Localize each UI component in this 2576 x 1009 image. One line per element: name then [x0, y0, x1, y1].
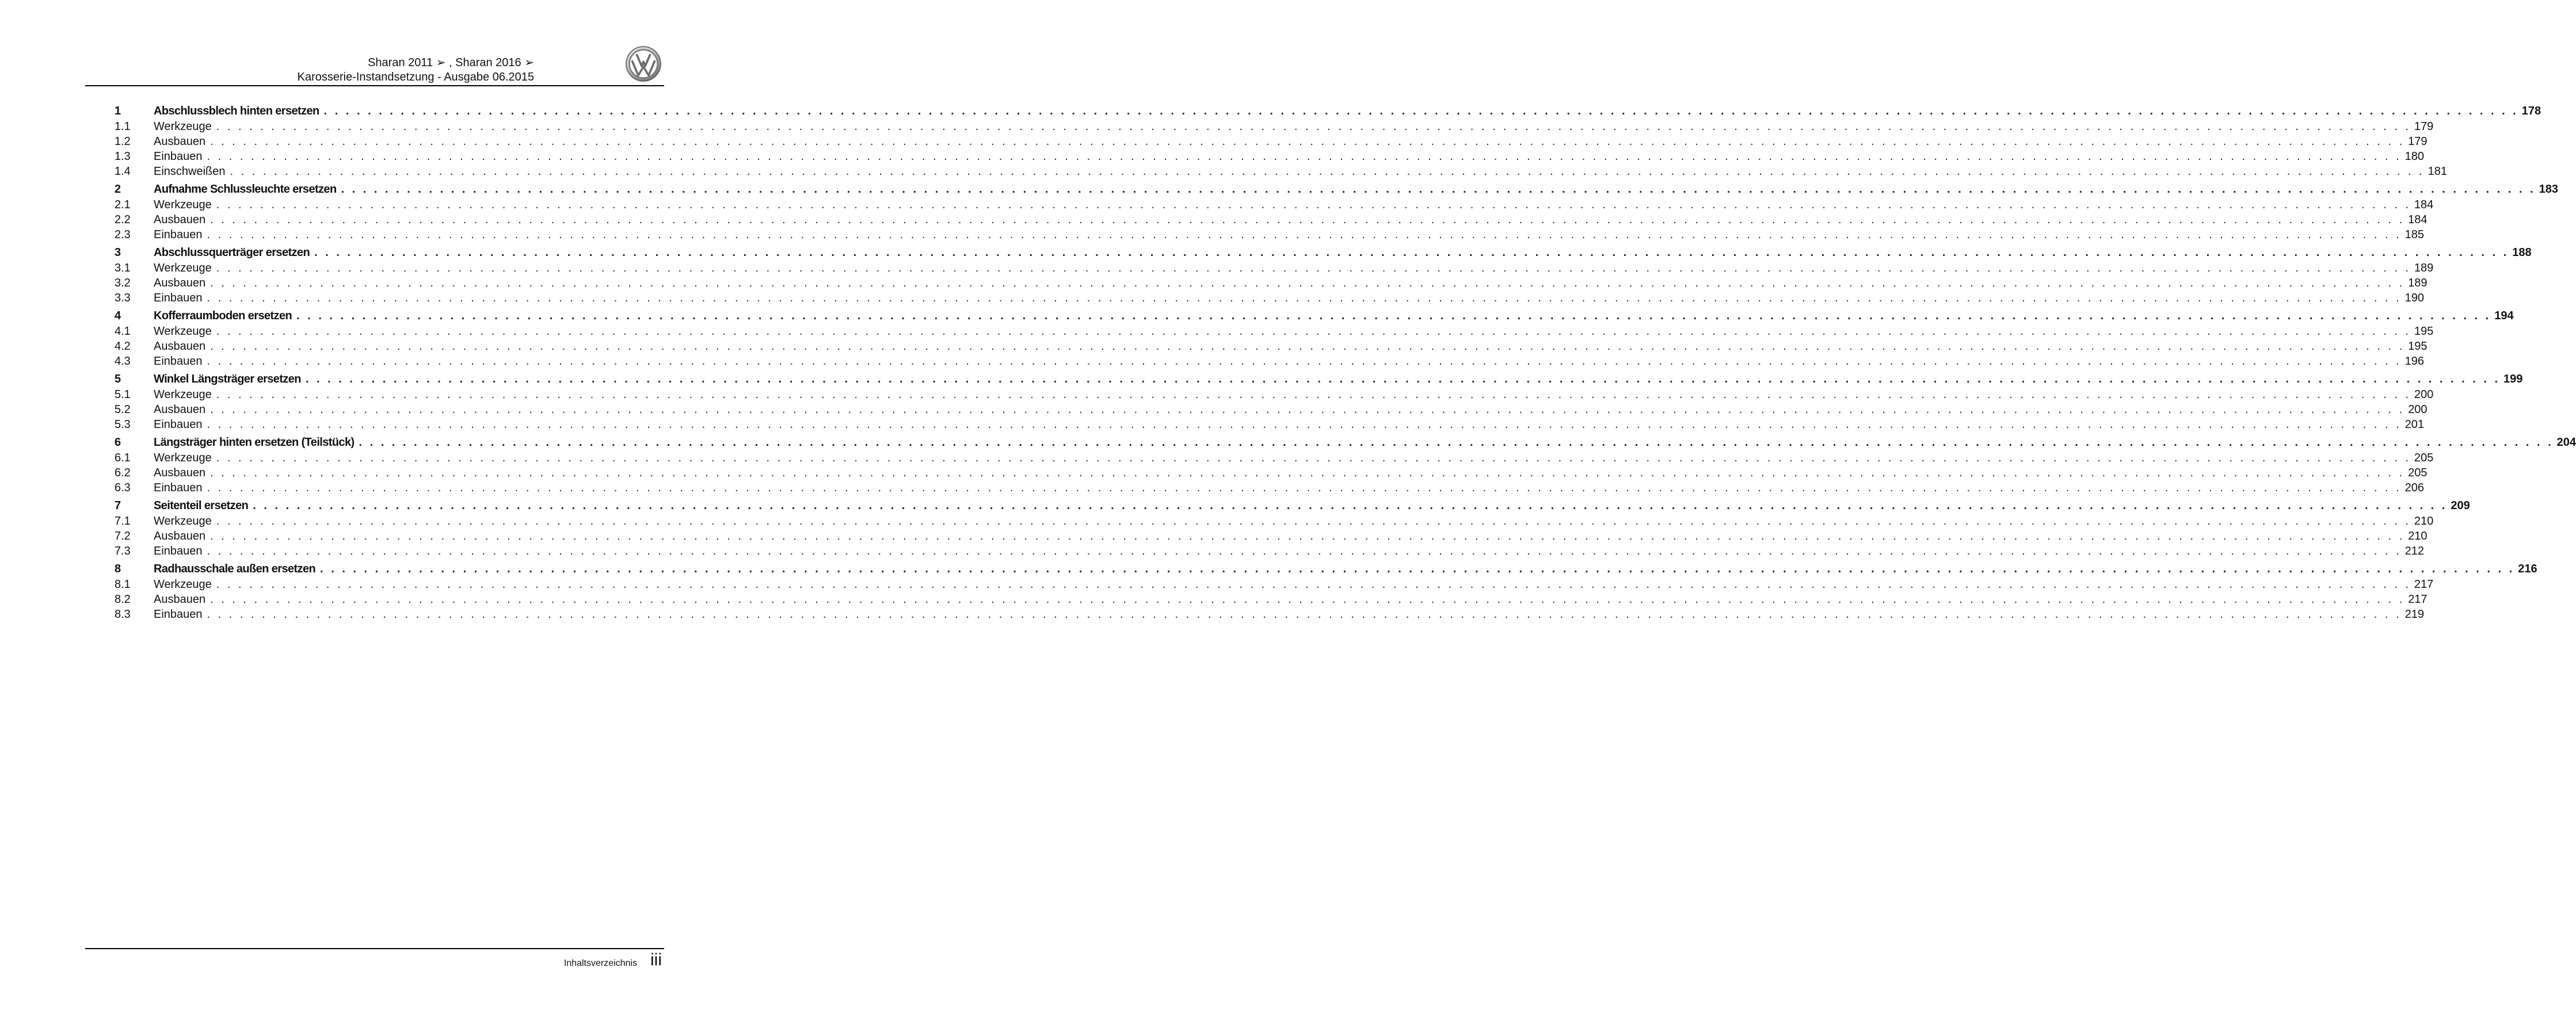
toc-entry-title: Werkzeuge	[154, 262, 212, 274]
toc-dot-leader: . . . . . . . . . . . . . . . . . . . . . . . . . . . . . . . . . . . . . . . . . . . . . . . . . . . . . . . . . . . . . . . . . . . . . . . . . . . . . . . . . . . . . . . . . . . . . . . . . . . . . . . . . . . . . . . . . . . . . . . . . . . . . . . . . . . . . . . . . . . . . . . . . . . . . . . . . . . . . . . . . . . . . . . . . . . . . . . . . . . . . . . . . . . . . . . . . . . . . . . .	[359, 436, 2554, 449]
toc-dot-leader: . . . . . . . . . . . . . . . . . . . . . . . . . . . . . . . . . . . . . . . . . . . . . . . . . . . . . . . . . . . . . . . . . . . . . . . . . . . . . . . . . . . . . . . . . . . . . . . . . . . . . . . . . . . . . . . . . . . . . . . . . . . . . . . . . . . . . . . . . . . . . . . . . . . . . . . . . . . . . . . . . . . . . . . . . . . . . . . . . . . . . . . . . . . . . . . . . . . . . . . .	[210, 403, 2405, 416]
toc-entry-title: Ausbauen	[154, 467, 206, 479]
toc-dot-leader: . . . . . . . . . . . . . . . . . . . . . . . . . . . . . . . . . . . . . . . . . . . . . . . . . . . . . . . . . . . . . . . . . . . . . . . . . . . . . . . . . . . . . . . . . . . . . . . . . . . . . . . . . . . . . . . . . . . . . . . . . . . . . . . . . . . . . . . . . . . . . . . . . . . . . . . . . . . . . . . . . . . . . . . . . . . . . . . . . . . . . . . . . . . . . . . . . . . . . . . .	[296, 309, 2491, 322]
document-header	[298, 56, 534, 85]
toc-entry-number: 4.3	[115, 355, 131, 368]
toc-section-entry[interactable]	[115, 465, 2428, 480]
toc-chapter-entry[interactable]	[115, 372, 2523, 387]
toc-entry-page: 194	[2494, 309, 2514, 322]
toc-section-entry[interactable]	[115, 607, 2425, 622]
toc-entry-number: 2	[115, 183, 121, 196]
toc-entry-title: Werkzeuge	[154, 198, 212, 211]
toc-entry-number: 4	[115, 309, 121, 322]
toc-dot-leader: . . . . . . . . . . . . . . . . . . . . . . . . . . . . . . . . . . . . . . . . . . . . . . . . . . . . . . . . . . . . . . . . . . . . . . . . . . . . . . . . . . . . . . . . . . . . . . . . . . . . . . . . . . . . . . . . . . . . . . . . . . . . . . . . . . . . . . . . . . . . . . . . . . . . . . . . . . . . . . . . . . . . . . . . . . . . . . . . . . . . . . . . . . . . . . . . . . . . . . . .	[341, 183, 2536, 196]
toc-entry-title: Kofferraumboden ersetzen	[154, 309, 292, 322]
toc-entry-number: 3.3	[115, 292, 131, 304]
toc-dot-leader: . . . . . . . . . . . . . . . . . . . . . . . . . . . . . . . . . . . . . . . . . . . . . . . . . . . . . . . . . . . . . . . . . . . . . . . . . . . . . . . . . . . . . . . . . . . . . . . . . . . . . . . . . . . . . . . . . . . . . . . . . . . . . . . . . . . . . . . . . . . . . . . . . . . . . . . . . . . . . . . . . . . . . . . . . . . . . . . . . . . . . . . . . . . . . . . . . . . . . . . .	[323, 105, 2518, 117]
toc-entry-number: 7	[115, 499, 121, 512]
toc-entry-number: 2.3	[115, 228, 131, 241]
toc-entry-page: 180	[2404, 150, 2425, 163]
toc-entry-page: 205	[2414, 452, 2434, 464]
toc-entry-title: Einbauen	[154, 355, 203, 368]
toc-entry-title: Einbauen	[154, 150, 203, 163]
toc-section-entry[interactable]	[115, 197, 2434, 212]
toc-chapter-entry[interactable]	[115, 182, 2559, 197]
toc-dot-leader: . . . . . . . . . . . . . . . . . . . . . . . . . . . . . . . . . . . . . . . . . . . . . . . . . . . . . . . . . . . . . . . . . . . . . . . . . . . . . . . . . . . . . . . . . . . . . . . . . . . . . . . . . . . . . . . . . . . . . . . . . . . . . . . . . . . . . . . . . . . . . . . . . . . . . . . . . . . . . . . . . . . . . . . . . . . . . . . . . . . . . . . . . . . . . . . . . . . . . . . .	[305, 373, 2501, 385]
toc-entry-page: 185	[2404, 228, 2425, 241]
toc-entry-number: 6.1	[115, 452, 131, 464]
toc-dot-leader: . . . . . . . . . . . . . . . . . . . . . . . . . . . . . . . . . . . . . . . . . . . . . . . . . . . . . . . . . . . . . . . . . . . . . . . . . . . . . . . . . . . . . . . . . . . . . . . . . . . . . . . . . . . . . . . . . . . . . . . . . . . . . . . . . . . . . . . . . . . . . . . . . . . . . . . . . . . . . . . . . . . . . . . . . . . . . . . . . . . . . . . . . . . . . . . . . . . . . . . .	[216, 262, 2411, 274]
toc-entry-page: 195	[2408, 340, 2428, 353]
toc-entry-page: 178	[2521, 105, 2541, 117]
toc-entry-title: Einbauen	[154, 292, 203, 304]
toc-entry-page: 183	[2539, 183, 2559, 196]
toc-entry-title: Werkzeuge	[154, 120, 212, 133]
toc-entry-title: Seitenteil ersetzen	[154, 499, 249, 512]
footer-section-label: Inhaltsverzeichnis	[563, 958, 637, 968]
toc-entry-number: 1.1	[115, 120, 131, 133]
toc-section-entry[interactable]	[115, 450, 2434, 465]
toc-entry-number: 8	[115, 563, 121, 575]
toc-section-entry[interactable]	[115, 592, 2428, 607]
toc-entry-number: 6.3	[115, 481, 131, 494]
toc-entry-title: Ausbauen	[154, 277, 206, 289]
toc-entry-number: 3.2	[115, 277, 131, 289]
toc-chapter-entry[interactable]	[115, 561, 2537, 577]
table-of-contents	[115, 104, 2576, 622]
toc-section-entry[interactable]	[115, 387, 2434, 402]
toc-entry-page: 184	[2408, 213, 2428, 226]
toc-dot-leader: . . . . . . . . . . . . . . . . . . . . . . . . . . . . . . . . . . . . . . . . . . . . . . . . . . . . . . . . . . . . . . . . . . . . . . . . . . . . . . . . . . . . . . . . . . . . . . . . . . . . . . . . . . . . . . . . . . . . . . . . . . . . . . . . . . . . . . . . . . . . . . . . . . . . . . . . . . . . . . . . . . . . . . . . . . . . . . . . . . . . . . . . . . . . . . . . . . . . . . . .	[210, 467, 2405, 479]
toc-entry-title: Werkzeuge	[154, 388, 212, 401]
toc-entry-number: 5	[115, 373, 121, 385]
toc-entry-title: Winkel Längsträger ersetzen	[154, 373, 301, 385]
toc-entry-title: Abschlussblech hinten ersetzen	[154, 105, 319, 117]
toc-entry-title: Werkzeuge	[154, 325, 212, 338]
toc-dot-leader: . . . . . . . . . . . . . . . . . . . . . . . . . . . . . . . . . . . . . . . . . . . . . . . . . . . . . . . . . . . . . . . . . . . . . . . . . . . . . . . . . . . . . . . . . . . . . . . . . . . . . . . . . . . . . . . . . . . . . . . . . . . . . . . . . . . . . . . . . . . . . . . . . . . . . . . . . . . . . . . . . . . . . . . . . . . . . . . . . . . . . . . . . . . . . . . . . . . . . . . .	[320, 563, 2515, 575]
toc-entry-number: 1	[115, 105, 121, 117]
toc-section-entry[interactable]	[115, 480, 2425, 495]
toc-entry-page: 201	[2404, 418, 2425, 431]
toc-entry-title: Ausbauen	[154, 213, 206, 226]
toc-dot-leader: . . . . . . . . . . . . . . . . . . . . . . . . . . . . . . . . . . . . . . . . . . . . . . . . . . . . . . . . . . . . . . . . . . . . . . . . . . . . . . . . . . . . . . . . . . . . . . . . . . . . . . . . . . . . . . . . . . . . . . . . . . . . . . . . . . . . . . . . . . . . . . . . . . . . . . . . . . . . . . . . . . . . . . . . . . . . . . . . . . . . . . . . . . . . . . . . . . . . . . . .	[207, 355, 2402, 368]
header-manual-title: Karosserie-Instandsetzung - Ausgabe 06.2015	[297, 71, 534, 83]
toc-entry-page: 179	[2414, 120, 2434, 133]
toc-chapter-entry[interactable]	[115, 104, 2541, 119]
toc-entry-number: 7.3	[115, 545, 131, 557]
toc-entry-title: Ausbauen	[154, 593, 206, 606]
toc-entry-number: 1.4	[115, 165, 131, 178]
toc-entry-title: Einbauen	[154, 418, 203, 431]
toc-dot-leader: . . . . . . . . . . . . . . . . . . . . . . . . . . . . . . . . . . . . . . . . . . . . . . . . . . . . . . . . . . . . . . . . . . . . . . . . . . . . . . . . . . . . . . . . . . . . . . . . . . . . . . . . . . . . . . . . . . . . . . . . . . . . . . . . . . . . . . . . . . . . . . . . . . . . . . . . . . . . . . . . . . . . . . . . . . . . . . . . . . . . . . . . . . . . . . . . . . . . . . . .	[207, 545, 2402, 557]
toc-entry-number: 4.2	[115, 340, 131, 353]
header-models: Sharan 2011 ➢ , Sharan 2016 ➢	[368, 56, 534, 69]
toc-entry-title: Aufnahme Schlussleuchte ersetzen	[154, 183, 337, 196]
toc-chapter-entry[interactable]	[115, 245, 2532, 261]
toc-entry-number: 1.2	[115, 135, 131, 148]
toc-section-entry[interactable]	[115, 261, 2434, 276]
toc-section-entry[interactable]	[115, 514, 2434, 529]
toc-entry-page: 209	[2451, 499, 2470, 512]
toc-section-entry[interactable]	[115, 212, 2428, 227]
toc-section-entry[interactable]	[115, 134, 2428, 149]
toc-entry-number: 3.1	[115, 262, 131, 274]
toc-entry-number: 5.2	[115, 403, 131, 416]
toc-dot-leader: . . . . . . . . . . . . . . . . . . . . . . . . . . . . . . . . . . . . . . . . . . . . . . . . . . . . . . . . . . . . . . . . . . . . . . . . . . . . . . . . . . . . . . . . . . . . . . . . . . . . . . . . . . . . . . . . . . . . . . . . . . . . . . . . . . . . . . . . . . . . . . . . . . . . . . . . . . . . . . . . . . . . . . . . . . . . . . . . . . . . . . . . . . . . . . . . . . . . . . . .	[210, 530, 2405, 542]
toc-dot-leader: . . . . . . . . . . . . . . . . . . . . . . . . . . . . . . . . . . . . . . . . . . . . . . . . . . . . . . . . . . . . . . . . . . . . . . . . . . . . . . . . . . . . . . . . . . . . . . . . . . . . . . . . . . . . . . . . . . . . . . . . . . . . . . . . . . . . . . . . . . . . . . . . . . . . . . . . . . . . . . . . . . . . . . . . . . . . . . . . . . . . . . . . . . . . . . . . . . . . . . . .	[207, 150, 2402, 163]
toc-entry-title: Einbauen	[154, 545, 203, 557]
toc-entry-page: 205	[2408, 467, 2428, 479]
toc-entry-number: 7.1	[115, 515, 131, 528]
toc-entry-number: 6.2	[115, 467, 131, 479]
toc-entry-page: 189	[2408, 277, 2428, 289]
toc-entry-page: 181	[2428, 165, 2447, 178]
toc-entry-number: 6	[115, 436, 121, 449]
toc-entry-page: 189	[2414, 262, 2434, 274]
toc-dot-leader: . . . . . . . . . . . . . . . . . . . . . . . . . . . . . . . . . . . . . . . . . . . . . . . . . . . . . . . . . . . . . . . . . . . . . . . . . . . . . . . . . . . . . . . . . . . . . . . . . . . . . . . . . . . . . . . . . . . . . . . . . . . . . . . . . . . . . . . . . . . . . . . . . . . . . . . . . . . . . . . . . . . . . . . . . . . . . . . . . . . . . . . . . . . . . . . . . . . . . . . .	[216, 578, 2411, 591]
toc-entry-page: 217	[2408, 593, 2428, 606]
toc-entry-number: 5.3	[115, 418, 131, 431]
toc-dot-leader: . . . . . . . . . . . . . . . . . . . . . . . . . . . . . . . . . . . . . . . . . . . . . . . . . . . . . . . . . . . . . . . . . . . . . . . . . . . . . . . . . . . . . . . . . . . . . . . . . . . . . . . . . . . . . . . . . . . . . . . . . . . . . . . . . . . . . . . . . . . . . . . . . . . . . . . . . . . . . . . . . . . . . . . . . . . . . . . . . . . . . . . . . . . . . . . . . . . . . . . .	[314, 246, 2509, 259]
toc-entry-page: 200	[2408, 403, 2428, 416]
toc-entry-page: 212	[2404, 545, 2425, 557]
toc-section-entry[interactable]	[115, 119, 2434, 134]
toc-section-entry[interactable]	[115, 402, 2428, 417]
toc-dot-leader: . . . . . . . . . . . . . . . . . . . . . . . . . . . . . . . . . . . . . . . . . . . . . . . . . . . . . . . . . . . . . . . . . . . . . . . . . . . . . . . . . . . . . . . . . . . . . . . . . . . . . . . . . . . . . . . . . . . . . . . . . . . . . . . . . . . . . . . . . . . . . . . . . . . . . . . . . . . . . . . . . . . . . . . . . . . . . . . . . . . . . . . . . . . . . . . . . . . . . . . .	[216, 325, 2411, 338]
toc-section-entry[interactable]	[115, 529, 2428, 544]
toc-dot-leader: . . . . . . . . . . . . . . . . . . . . . . . . . . . . . . . . . . . . . . . . . . . . . . . . . . . . . . . . . . . . . . . . . . . . . . . . . . . . . . . . . . . . . . . . . . . . . . . . . . . . . . . . . . . . . . . . . . . . . . . . . . . . . . . . . . . . . . . . . . . . . . . . . . . . . . . . . . . . . . . . . . . . . . . . . . . . . . . . . . . . . . . . . . . . . . . . . . . . . . . .	[207, 481, 2402, 494]
toc-dot-leader: . . . . . . . . . . . . . . . . . . . . . . . . . . . . . . . . . . . . . . . . . . . . . . . . . . . . . . . . . . . . . . . . . . . . . . . . . . . . . . . . . . . . . . . . . . . . . . . . . . . . . . . . . . . . . . . . . . . . . . . . . . . . . . . . . . . . . . . . . . . . . . . . . . . . . . . . . . . . . . . . . . . . . . . . . . . . . . . . . . . . . . . . . . . . . . . . . . . . . . . .	[216, 198, 2411, 211]
toc-entry-page: 190	[2404, 292, 2425, 304]
toc-entry-title: Werkzeuge	[154, 515, 212, 528]
toc-entry-title: Werkzeuge	[154, 578, 212, 591]
toc-section-entry[interactable]	[115, 164, 2447, 179]
footer-page-number: iii	[650, 950, 662, 969]
toc-entry-page: 196	[2404, 355, 2425, 368]
toc-entry-title: Werkzeuge	[154, 452, 212, 464]
toc-entry-number: 8.3	[115, 608, 131, 621]
toc-entry-number: 4.1	[115, 325, 131, 338]
toc-dot-leader: . . . . . . . . . . . . . . . . . . . . . . . . . . . . . . . . . . . . . . . . . . . . . . . . . . . . . . . . . . . . . . . . . . . . . . . . . . . . . . . . . . . . . . . . . . . . . . . . . . . . . . . . . . . . . . . . . . . . . . . . . . . . . . . . . . . . . . . . . . . . . . . . . . . . . . . . . . . . . . . . . . . . . . . . . . . . . . . . . . . . . . . . . . . . . . . . . . . . . . . .	[207, 292, 2402, 304]
toc-entry-number: 2.1	[115, 198, 131, 211]
toc-dot-leader: . . . . . . . . . . . . . . . . . . . . . . . . . . . . . . . . . . . . . . . . . . . . . . . . . . . . . . . . . . . . . . . . . . . . . . . . . . . . . . . . . . . . . . . . . . . . . . . . . . . . . . . . . . . . . . . . . . . . . . . . . . . . . . . . . . . . . . . . . . . . . . . . . . . . . . . . . . . . . . . . . . . . . . . . . . . . . . . . . . . . . . . . . . . . . . . . . . . . . . . .	[210, 277, 2405, 289]
toc-section-entry[interactable]	[115, 417, 2425, 432]
toc-entry-title: Einbauen	[154, 228, 203, 241]
toc-dot-leader: . . . . . . . . . . . . . . . . . . . . . . . . . . . . . . . . . . . . . . . . . . . . . . . . . . . . . . . . . . . . . . . . . . . . . . . . . . . . . . . . . . . . . . . . . . . . . . . . . . . . . . . . . . . . . . . . . . . . . . . . . . . . . . . . . . . . . . . . . . . . . . . . . . . . . . . . . . . . . . . . . . . . . . . . . . . . . . . . . . . . . . . . . . . . . . . . . . . . . . . .	[216, 120, 2411, 133]
toc-entry-page: 206	[2404, 481, 2425, 494]
toc-dot-leader: . . . . . . . . . . . . . . . . . . . . . . . . . . . . . . . . . . . . . . . . . . . . . . . . . . . . . . . . . . . . . . . . . . . . . . . . . . . . . . . . . . . . . . . . . . . . . . . . . . . . . . . . . . . . . . . . . . . . . . . . . . . . . . . . . . . . . . . . . . . . . . . . . . . . . . . . . . . . . . . . . . . . . . . . . . . . . . . . . . . . . . . . . . . . . . . . . . . . . . . .	[216, 388, 2411, 401]
toc-dot-leader: . . . . . . . . . . . . . . . . . . . . . . . . . . . . . . . . . . . . . . . . . . . . . . . . . . . . . . . . . . . . . . . . . . . . . . . . . . . . . . . . . . . . . . . . . . . . . . . . . . . . . . . . . . . . . . . . . . . . . . . . . . . . . . . . . . . . . . . . . . . . . . . . . . . . . . . . . . . . . . . . . . . . . . . . . . . . . . . . . . . . . . . . . . . . . . . . . . . . . . . .	[210, 340, 2405, 353]
footer-rule	[85, 948, 664, 949]
toc-section-entry[interactable]	[115, 149, 2425, 164]
toc-dot-leader: . . . . . . . . . . . . . . . . . . . . . . . . . . . . . . . . . . . . . . . . . . . . . . . . . . . . . . . . . . . . . . . . . . . . . . . . . . . . . . . . . . . . . . . . . . . . . . . . . . . . . . . . . . . . . . . . . . . . . . . . . . . . . . . . . . . . . . . . . . . . . . . . . . . . . . . . . . . . . . . . . . . . . . . . . . . . . . . . . . . . . . . . . . . . . . . . . . . . . . . .	[216, 452, 2411, 464]
toc-dot-leader: . . . . . . . . . . . . . . . . . . . . . . . . . . . . . . . . . . . . . . . . . . . . . . . . . . . . . . . . . . . . . . . . . . . . . . . . . . . . . . . . . . . . . . . . . . . . . . . . . . . . . . . . . . . . . . . . . . . . . . . . . . . . . . . . . . . . . . . . . . . . . . . . . . . . . . . . . . . . . . . . . . . . . . . . . . . . . . . . . . . . . . . . . . . . . . . . . . . . . . . .	[230, 165, 2425, 178]
toc-section-entry[interactable]	[115, 276, 2428, 291]
toc-entry-page: 217	[2414, 578, 2434, 591]
toc-dot-leader: . . . . . . . . . . . . . . . . . . . . . . . . . . . . . . . . . . . . . . . . . . . . . . . . . . . . . . . . . . . . . . . . . . . . . . . . . . . . . . . . . . . . . . . . . . . . . . . . . . . . . . . . . . . . . . . . . . . . . . . . . . . . . . . . . . . . . . . . . . . . . . . . . . . . . . . . . . . . . . . . . . . . . . . . . . . . . . . . . . . . . . . . . . . . . . . . . . . . . . . .	[253, 499, 2448, 512]
toc-section-entry[interactable]	[115, 354, 2425, 369]
toc-entry-title: Ausbauen	[154, 135, 206, 148]
toc-chapter-entry[interactable]	[115, 308, 2514, 324]
toc-entry-page: 200	[2414, 388, 2434, 401]
toc-chapter-entry[interactable]	[115, 498, 2470, 514]
toc-entry-number: 3	[115, 246, 121, 259]
toc-entry-title: Ausbauen	[154, 530, 206, 542]
toc-entry-page: 179	[2408, 135, 2428, 148]
toc-entry-title: Einbauen	[154, 481, 203, 494]
toc-entry-page: 210	[2414, 515, 2434, 528]
toc-entry-page: 219	[2404, 608, 2425, 621]
toc-entry-page: 188	[2512, 246, 2532, 259]
toc-entry-title: Abschlussquerträger ersetzen	[154, 246, 310, 259]
toc-entry-title: Einschweißen	[154, 165, 226, 178]
toc-dot-leader: . . . . . . . . . . . . . . . . . . . . . . . . . . . . . . . . . . . . . . . . . . . . . . . . . . . . . . . . . . . . . . . . . . . . . . . . . . . . . . . . . . . . . . . . . . . . . . . . . . . . . . . . . . . . . . . . . . . . . . . . . . . . . . . . . . . . . . . . . . . . . . . . . . . . . . . . . . . . . . . . . . . . . . . . . . . . . . . . . . . . . . . . . . . . . . . . . . . . . . . .	[210, 593, 2405, 606]
toc-entry-title: Längsträger hinten ersetzen (Teilstück)	[154, 436, 355, 449]
toc-entry-page: 204	[2556, 436, 2576, 449]
toc-entry-page: 210	[2408, 530, 2428, 542]
toc-section-entry[interactable]	[115, 291, 2425, 305]
toc-dot-leader: . . . . . . . . . . . . . . . . . . . . . . . . . . . . . . . . . . . . . . . . . . . . . . . . . . . . . . . . . . . . . . . . . . . . . . . . . . . . . . . . . . . . . . . . . . . . . . . . . . . . . . . . . . . . . . . . . . . . . . . . . . . . . . . . . . . . . . . . . . . . . . . . . . . . . . . . . . . . . . . . . . . . . . . . . . . . . . . . . . . . . . . . . . . . . . . . . . . . . . . .	[207, 228, 2402, 241]
toc-entry-page: 216	[2518, 563, 2537, 575]
toc-dot-leader: . . . . . . . . . . . . . . . . . . . . . . . . . . . . . . . . . . . . . . . . . . . . . . . . . . . . . . . . . . . . . . . . . . . . . . . . . . . . . . . . . . . . . . . . . . . . . . . . . . . . . . . . . . . . . . . . . . . . . . . . . . . . . . . . . . . . . . . . . . . . . . . . . . . . . . . . . . . . . . . . . . . . . . . . . . . . . . . . . . . . . . . . . . . . . . . . . . . . . . . .	[210, 213, 2405, 226]
toc-entry-title: Ausbauen	[154, 340, 206, 353]
toc-section-entry[interactable]	[115, 227, 2425, 242]
toc-chapter-entry[interactable]	[115, 435, 2576, 450]
toc-section-entry[interactable]	[115, 339, 2428, 354]
toc-dot-leader: . . . . . . . . . . . . . . . . . . . . . . . . . . . . . . . . . . . . . . . . . . . . . . . . . . . . . . . . . . . . . . . . . . . . . . . . . . . . . . . . . . . . . . . . . . . . . . . . . . . . . . . . . . . . . . . . . . . . . . . . . . . . . . . . . . . . . . . . . . . . . . . . . . . . . . . . . . . . . . . . . . . . . . . . . . . . . . . . . . . . . . . . . . . . . . . . . . . . . . . .	[207, 418, 2402, 431]
toc-entry-number: 7.2	[115, 530, 131, 542]
toc-dot-leader: . . . . . . . . . . . . . . . . . . . . . . . . . . . . . . . . . . . . . . . . . . . . . . . . . . . . . . . . . . . . . . . . . . . . . . . . . . . . . . . . . . . . . . . . . . . . . . . . . . . . . . . . . . . . . . . . . . . . . . . . . . . . . . . . . . . . . . . . . . . . . . . . . . . . . . . . . . . . . . . . . . . . . . . . . . . . . . . . . . . . . . . . . . . . . . . . . . . . . . . .	[207, 608, 2402, 621]
toc-entry-number: 1.3	[115, 150, 131, 163]
toc-entry-title: Einbauen	[154, 608, 203, 621]
toc-entry-number: 8.2	[115, 593, 131, 606]
toc-entry-page: 184	[2414, 198, 2434, 211]
toc-entry-page: 199	[2503, 373, 2523, 385]
toc-section-entry[interactable]	[115, 544, 2425, 559]
toc-entry-number: 8.1	[115, 578, 131, 591]
toc-dot-leader: . . . . . . . . . . . . . . . . . . . . . . . . . . . . . . . . . . . . . . . . . . . . . . . . . . . . . . . . . . . . . . . . . . . . . . . . . . . . . . . . . . . . . . . . . . . . . . . . . . . . . . . . . . . . . . . . . . . . . . . . . . . . . . . . . . . . . . . . . . . . . . . . . . . . . . . . . . . . . . . . . . . . . . . . . . . . . . . . . . . . . . . . . . . . . . . . . . . . . . . .	[210, 135, 2405, 148]
toc-entry-title: Radhausschale außen ersetzen	[154, 563, 316, 575]
toc-entry-number: 5.1	[115, 388, 131, 401]
toc-dot-leader: . . . . . . . . . . . . . . . . . . . . . . . . . . . . . . . . . . . . . . . . . . . . . . . . . . . . . . . . . . . . . . . . . . . . . . . . . . . . . . . . . . . . . . . . . . . . . . . . . . . . . . . . . . . . . . . . . . . . . . . . . . . . . . . . . . . . . . . . . . . . . . . . . . . . . . . . . . . . . . . . . . . . . . . . . . . . . . . . . . . . . . . . . . . . . . . . . . . . . . . .	[216, 515, 2411, 528]
toc-section-entry[interactable]	[115, 577, 2434, 592]
toc-section-entry[interactable]	[115, 324, 2434, 339]
vw-logo-icon	[626, 46, 661, 82]
toc-entry-title: Ausbauen	[154, 403, 206, 416]
toc-entry-page: 195	[2414, 325, 2434, 338]
toc-entry-number: 2.2	[115, 213, 131, 226]
header-rule	[85, 85, 664, 86]
